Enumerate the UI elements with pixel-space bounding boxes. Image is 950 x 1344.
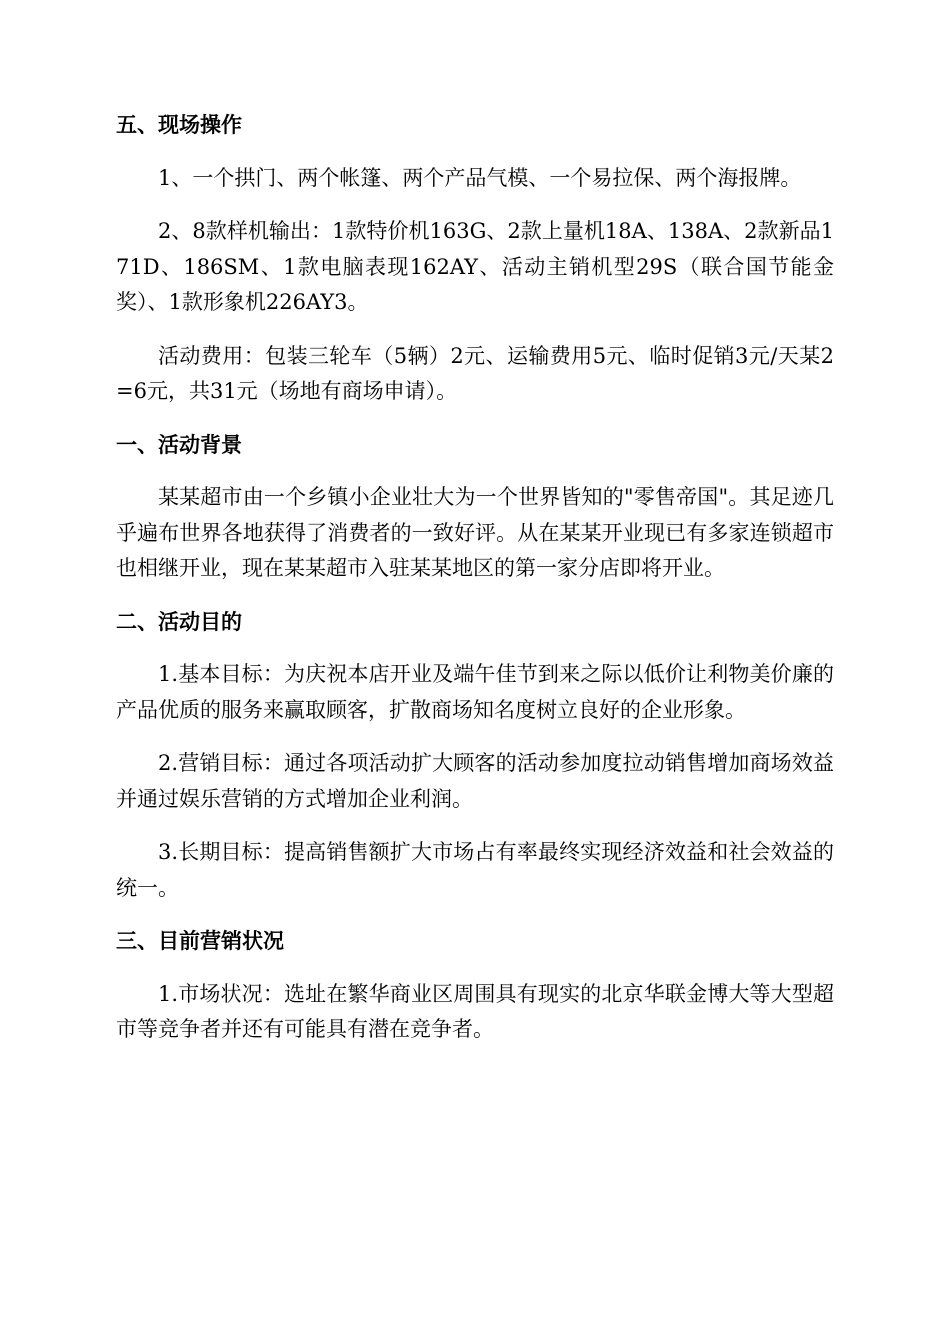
paragraph: 1.基本目标：为庆祝本店开业及端午佳节到来之际以低价让利物美价廉的产品优质的服务来赢取顾客，扩散商场知名度树立良好的企业形象。 [116,662,834,722]
paragraph: 1.市场状况：选址在繁华商业区周围具有现实的北京华联金博大等大型超市等竞争者并还有可能具有潜在竞争者。 [116,981,834,1041]
section-activity-purpose [116,605,834,907]
paragraph: 3.长期目标：提高销售额扩大市场占有率最终实现经济效益和社会效益的统一。 [116,840,834,900]
paragraph: 某某超市由一个乡镇小企业壮大为一个世界皆知的"零售帝国"。其足迹几乎遍布世界各地获得了消费者的一致好评。从在某某开业现已有多家连锁超市也相继开业，现在某某超市入驻某某地区的第一家分店即将开业。 [116,485,834,580]
section-activity-background [116,428,834,587]
paragraph: 活动费用：包装三轮车（5辆）2元、运输费用5元、临时促销3元/天某2=6元，共31元（场地有商场申请）。 [116,343,834,403]
paragraph: 2.营销目标：通过各项活动扩大顾客的活动参加度拉动销售增加商场效益并通过娱乐营销的方式增加企业利润。 [116,751,834,811]
paragraph: 1、一个拱门、两个帐篷、两个产品气模、一个易拉保、两个海报牌。 [158,165,802,190]
paragraph: 2、8款样机输出：1款特价机163G、2款上量机18A、138A、2款新品171D、186SM、1款电脑表现162AY、活动主销机型29S（联合国节能金奖）、1款形象机226AY3。 [116,219,835,314]
section-heading: 五、现场操作 [116,113,242,137]
section-heading: 二、活动目的 [116,609,242,634]
section-heading: 三、目前营销状况 [116,929,284,953]
section-marketing-status [116,924,834,1048]
section-heading: 一、活动背景 [116,432,242,457]
document-page [116,108,834,1048]
section-onsite-operation [116,108,834,410]
